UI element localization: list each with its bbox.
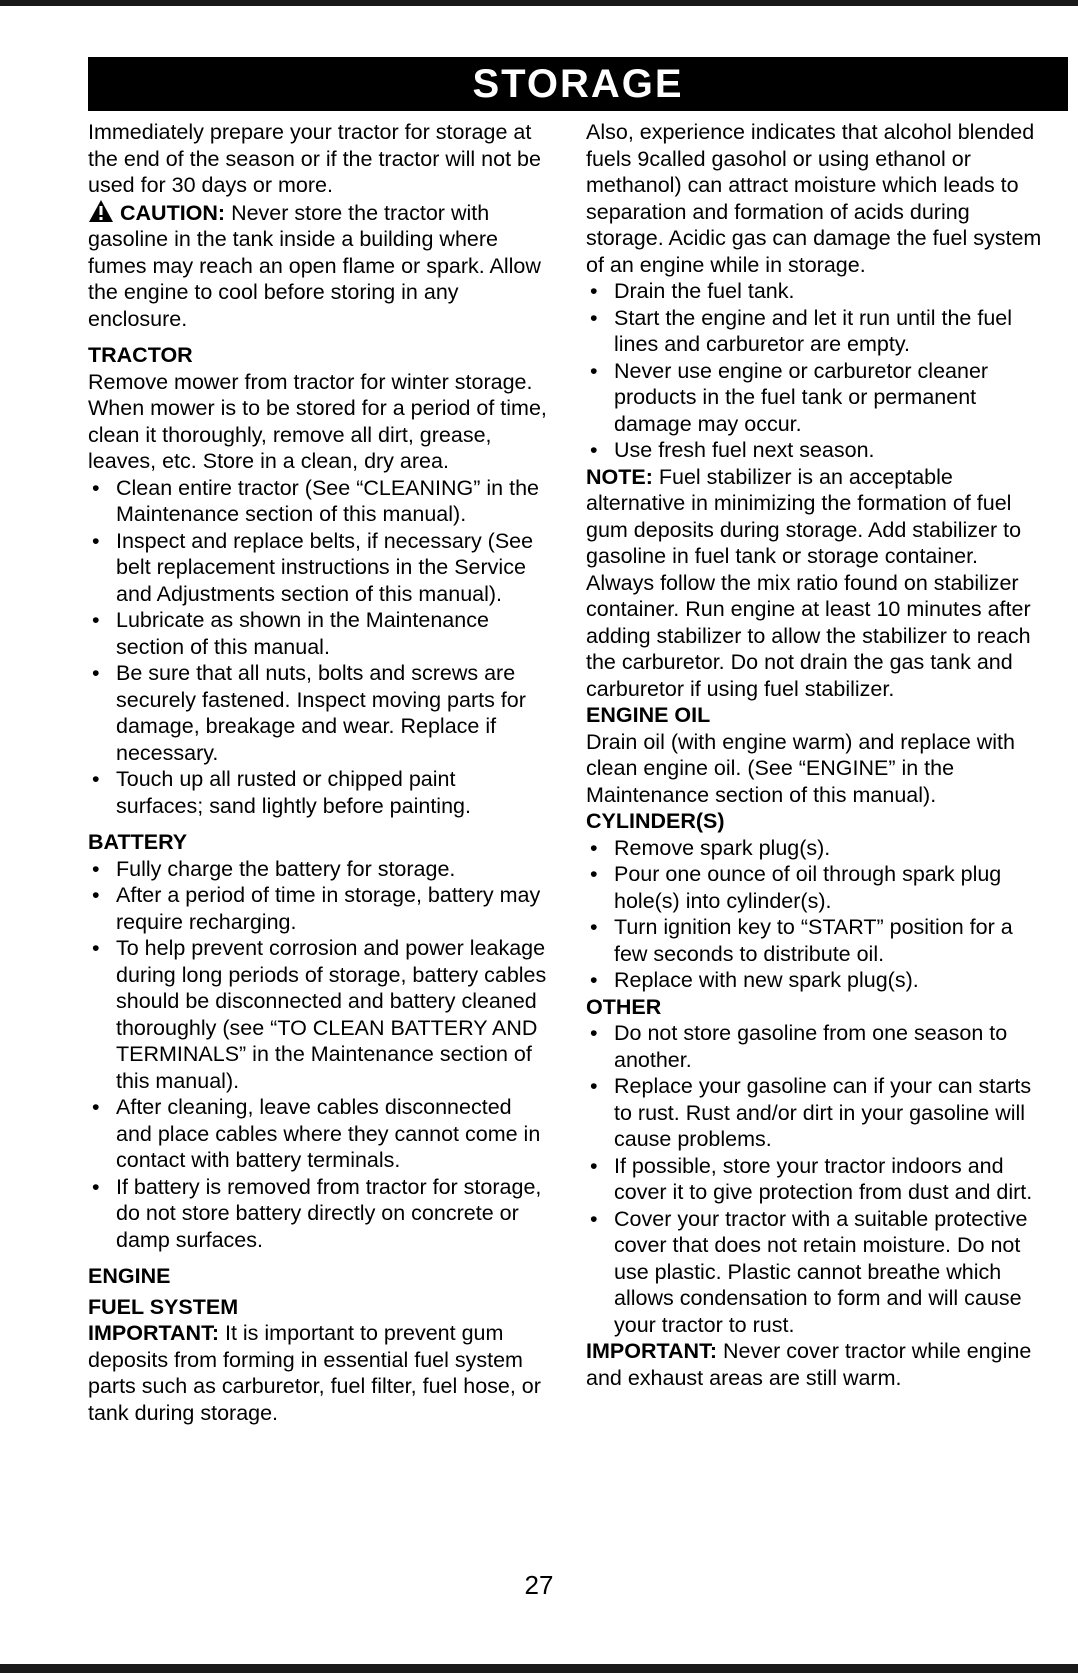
list-item: • If battery is removed from tractor for storage, do not store battery directly on concrete or damp surfaces.: [88, 1174, 548, 1254]
page-number: 27: [524, 1570, 554, 1600]
list-item: • After cleaning, leave cables disconnected and place cables where they cannot come in contact with battery terminals.: [88, 1094, 548, 1174]
important-paragraph-right: [586, 1338, 1046, 1391]
list-item: • After a period of time in storage, battery may require recharging.: [88, 882, 548, 935]
note-paragraph: [586, 464, 1046, 703]
list-item: • Remove spark plug(s).: [586, 835, 1046, 862]
right-column: [586, 119, 1046, 1391]
list-item: • Do not store gasoline from one season to another.: [586, 1020, 1046, 1073]
tractor-heading: TRACTOR: [88, 343, 193, 367]
tractor-paragraph: Remove mower from tractor for winter storage. When mower is to be stored for a period of time, clean it thoroughly, remove all dirt, grease, leaves, etc. Store in a clean, dry area.: [88, 369, 547, 473]
battery-bullet-list: [88, 856, 548, 1254]
list-item: • Touch up all rusted or chipped paint surfaces; sand lightly before painting.: [88, 766, 548, 819]
list-item: • Be sure that all nuts, bolts and screws are securely fastened. Inspect moving parts for damage, breakage and wear. Replace if necessary.: [88, 660, 548, 766]
list-item: • If possible, store your tractor indoors and cover it to give protection from dust and dirt.: [586, 1153, 1046, 1206]
important-label: IMPORTANT:: [586, 1339, 717, 1363]
list-item: • Never use engine or carburetor cleaner products in the fuel tank or permanent damage may occur.: [586, 358, 1046, 438]
caution-paragraph: [88, 199, 548, 333]
intro-paragraph: Immediately prepare your tractor for storage at the end of the season or if the tractor will not be used for 30 days or more.: [88, 120, 541, 197]
list-item: • Lubricate as shown in the Maintenance section of this manual.: [88, 607, 548, 660]
list-item: • Replace your gasoline can if your can starts to rust. Rust and/or dirt in your gasoline will cause problems.: [586, 1073, 1046, 1153]
engine-oil-heading: ENGINE OIL: [586, 703, 711, 727]
note-label: NOTE:: [586, 464, 653, 489]
caution-text: Never store the tractor with gasoline in the tank inside a building where fumes may reach an open flame or spark. Allow the engine to cool before storing in any enclosure.: [88, 200, 541, 331]
engine-heading: ENGINE: [88, 1264, 171, 1288]
list-item: • Inspect and replace belts, if necessary (See belt replacement instructions in the Service and Adjustments section of this manual).: [88, 528, 548, 608]
list-item: • Fully charge the battery for storage.: [88, 856, 548, 883]
battery-heading: BATTERY: [88, 830, 188, 854]
important-text: Never cover tractor while engine and exhaust areas are still warm.: [586, 1339, 1032, 1390]
important-text: It is important to prevent gum deposits from forming in essential fuel system parts such as carburetor, fuel filter, fuel hose, or tank during storage.: [88, 1321, 541, 1425]
caution-label: CAUTION:: [119, 200, 226, 225]
top-rule: [0, 0, 1078, 6]
list-item: • To help prevent corrosion and power leakage during long periods of storage, battery cables should be disconnected and battery cleaned thoroughly (see “TO CLEAN BATTERY AND TERMINALS” in the Maintenance section of this manual).: [88, 935, 548, 1094]
cylinder-bullet-list: [586, 835, 1046, 994]
left-column: [88, 119, 548, 1426]
warning-triangle-icon: [88, 199, 114, 223]
list-item: • Start the engine and let it run until the fuel lines and carburetor are empty.: [586, 305, 1046, 358]
list-item: • Drain the fuel tank.: [586, 278, 1046, 305]
list-item: • Pour one ounce of oil through spark plug hole(s) into cylinder(s).: [586, 861, 1046, 914]
list-item: • Turn ignition key to “START” position for a few seconds to distribute oil.: [586, 914, 1046, 967]
cylinder-heading: CYLINDER(S): [586, 809, 725, 833]
fuel-system-heading: FUEL SYSTEM: [88, 1294, 239, 1319]
list-item: • Replace with new spark plug(s).: [586, 967, 1046, 994]
list-item: • Cover your tractor with a suitable protective cover that does not retain moisture. Do not use plastic. Plastic cannot breathe which allows condensation to form and will cause your tractor to rust.: [586, 1206, 1046, 1339]
list-item: • Use fresh fuel next season.: [586, 437, 1046, 464]
tractor-bullet-list: [88, 475, 548, 820]
other-heading: OTHER: [586, 994, 662, 1019]
important-paragraph: [88, 1320, 548, 1426]
note-text: Fuel stabilizer is an acceptable alternative in minimizing the formation of fuel gum deposits during storage. Add stabilizer to gasoline in fuel tank or storage container. Always follow the mix ratio found on stabilizer container. Run engine at least 10 minutes after adding stabilizer to allow the stabilizer to reach the carburetor. Do not drain the gas tank and carburetor if using fuel stabilizer.: [586, 464, 1031, 701]
other-bullet-list: [586, 1020, 1046, 1338]
bottom-rule: [0, 1664, 1078, 1673]
list-item: • Clean entire tractor (See “CLEANING” in the Maintenance section of this manual).: [88, 475, 548, 528]
page-title: STORAGE: [88, 57, 1068, 111]
important-label: IMPORTANT:: [88, 1321, 219, 1345]
engine-oil-paragraph: Drain oil (with engine warm) and replace with clean engine oil. (See “ENGINE” in the Maintenance section of this manual).: [586, 729, 1015, 807]
fuel-bullet-list: [586, 278, 1046, 464]
alcohol-paragraph: Also, experience indicates that alcohol blended fuels 9called gasohol or using ethanol or methanol) can attract moisture which leads to separation and formation of acids during storage. Acidic gas can damage the fuel system of an engine while in storage.: [586, 120, 1042, 277]
